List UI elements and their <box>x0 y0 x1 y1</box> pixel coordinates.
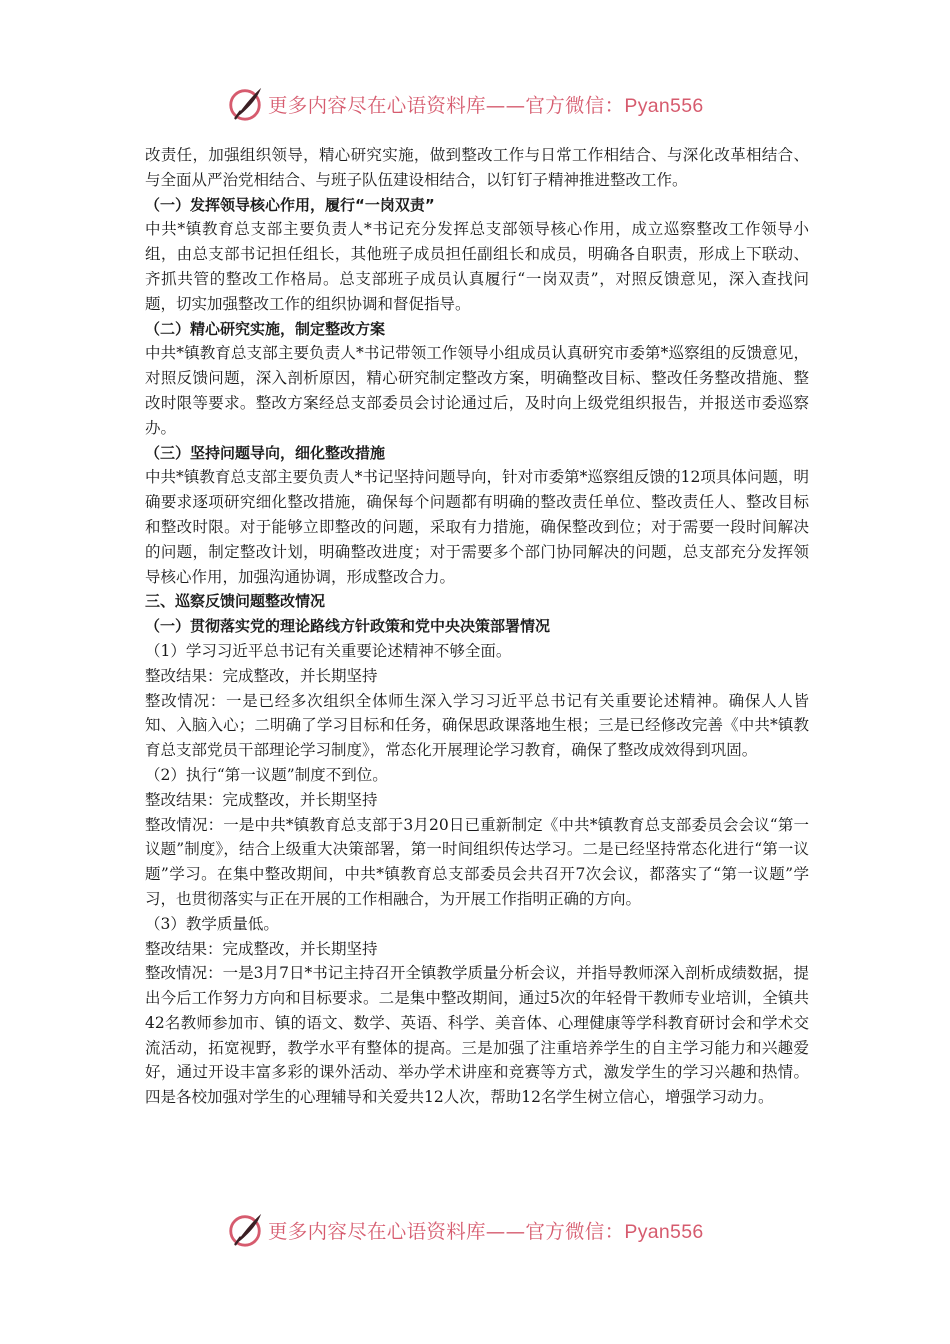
paragraph: 整改结果：完成整改，并长期坚持 <box>145 939 378 958</box>
watermark-text: 更多内容尽在心语资料库——官方微信：Pyan556 <box>268 94 704 117</box>
paragraph: （3）教学质量低。 <box>145 914 279 933</box>
section-heading: （二）精心研究实施，制定整改方案 <box>145 319 386 338</box>
watermark-banner-bottom <box>226 1210 746 1250</box>
section-heading: （一）发挥领导核心作用，履行“一岗双责” <box>145 195 435 214</box>
paragraph: （1）学习习近平总书记有关重要论述精神不够全面。 <box>145 641 512 660</box>
section-heading: （一）贯彻落实党的理论路线方针政策和党中央决策部署情况 <box>145 617 551 636</box>
document-body <box>145 143 809 1110</box>
paragraph: 改责任，加强组织领导，精心研究实施，做到整改工作与日常工作相结合、与深化改革相结合、与全面从严治党相结合、与班子队伍建设相结合，以钉钉子精神推进整改工作。 <box>145 146 809 189</box>
paragraph: （2）执行“第一议题”制度不到位。 <box>145 765 388 784</box>
paragraph: 整改情况：一是已经多次组织全体师生深入学习习近平总书记有关重要论述精神。确保人人皆知、入脑入心；二明确了学习目标和任务，确保思政课落地生根；三是已经修改完善《中共*镇教育总支部党员干部理论学习制度》，常态化开展理论学习教育，确保了整改成效得到巩固。 <box>145 691 809 760</box>
paragraph: 中共*镇教育总支部主要负责人*书记坚持问题导向，针对市委第*巡察组反馈的12项具体问题，明确要求逐项研究细化整改措施，确保每个问题都有明确的整改责任单位、整改责任人、整改目标和整改时限。对于能够立即整改的问题，采取有力措施，确保整改到位；对于需要一段时间解决的问题，制定整改计划，明确整改进度；对于需要多个部门协同解决的问题，总支部充分发挥领导核心作用，加强沟通协调，形成整改合力。 <box>145 468 809 586</box>
paragraph: 中共*镇教育总支部主要负责人*书记充分发挥总支部领导核心作用，成立巡察整改工作领导小组，由总支部书记担任组长，其他班子成员担任副组长和成员，明确各自职责，形成上下联动、齐抓共管的整改工作格局。总支部班子成员认真履行“一岗双责”，对照反馈意见，深入查找问题，切实加强整改工作的组织协调和督促指导。 <box>145 220 809 313</box>
paragraph: 整改情况：一是中共*镇教育总支部于3月20日已重新制定《中共*镇教育总支部委员会会议“第一议题”制度》，结合上级重大决策部署，第一时间组织传达学习。二是已经坚持常态化进行“第一议题”学习。在集中整改期间，中共*镇教育总支部委员会共召开7次会议，都落实了“第一议题”学习，也贯彻落实与正在开展的工作相融合，为开展工作指明正确的方向。 <box>145 815 809 908</box>
watermark-text: 更多内容尽在心语资料库——官方微信：Pyan556 <box>268 1220 704 1243</box>
quill-pen-logo-icon <box>226 85 264 123</box>
section-heading: 三、巡察反馈问题整改情况 <box>145 592 326 611</box>
paragraph: 整改情况：一是3月7日*书记主持召开全镇教学质量分析会议，并指导教师深入剖析成绩数据，提出今后工作努力方向和目标要求。二是集中整改期间，通过5次的年轻骨干教师专业培训，全镇共42名教师参加市、镇的语文、数学、英语、科学、美音体、心理健康等学科教育研讨会和学术交流活动，拓宽视野，教学水平有整体的提高。三是加强了注重培养学生的自主学习能力和兴趣爱好，通过开设丰富多彩的课外活动、举办学术讲座和竞赛等方式，激发学生的学习兴趣和热情。四是各校加强对学生的心理辅导和关爱共12人次，帮助12名学生树立信心，增强学习动力。 <box>145 964 809 1107</box>
section-heading: （三）坚持问题导向，细化整改措施 <box>145 443 386 462</box>
paragraph: 中共*镇教育总支部主要负责人*书记带领工作领导小组成员认真研究市委第*巡察组的反馈意见，对照反馈问题，深入剖析原因，精心研究制定整改方案，明确整改目标、整改任务整改措施、整改时限等要求。整改方案经总支部委员会讨论通过后，及时向上级党组织报告，并报送市委巡察办。 <box>145 344 809 437</box>
quill-pen-logo-icon <box>226 1211 264 1249</box>
paragraph: 整改结果：完成整改，并长期坚持 <box>145 666 378 685</box>
paragraph: 整改结果：完成整改，并长期坚持 <box>145 790 378 809</box>
watermark-banner-top <box>226 84 746 124</box>
